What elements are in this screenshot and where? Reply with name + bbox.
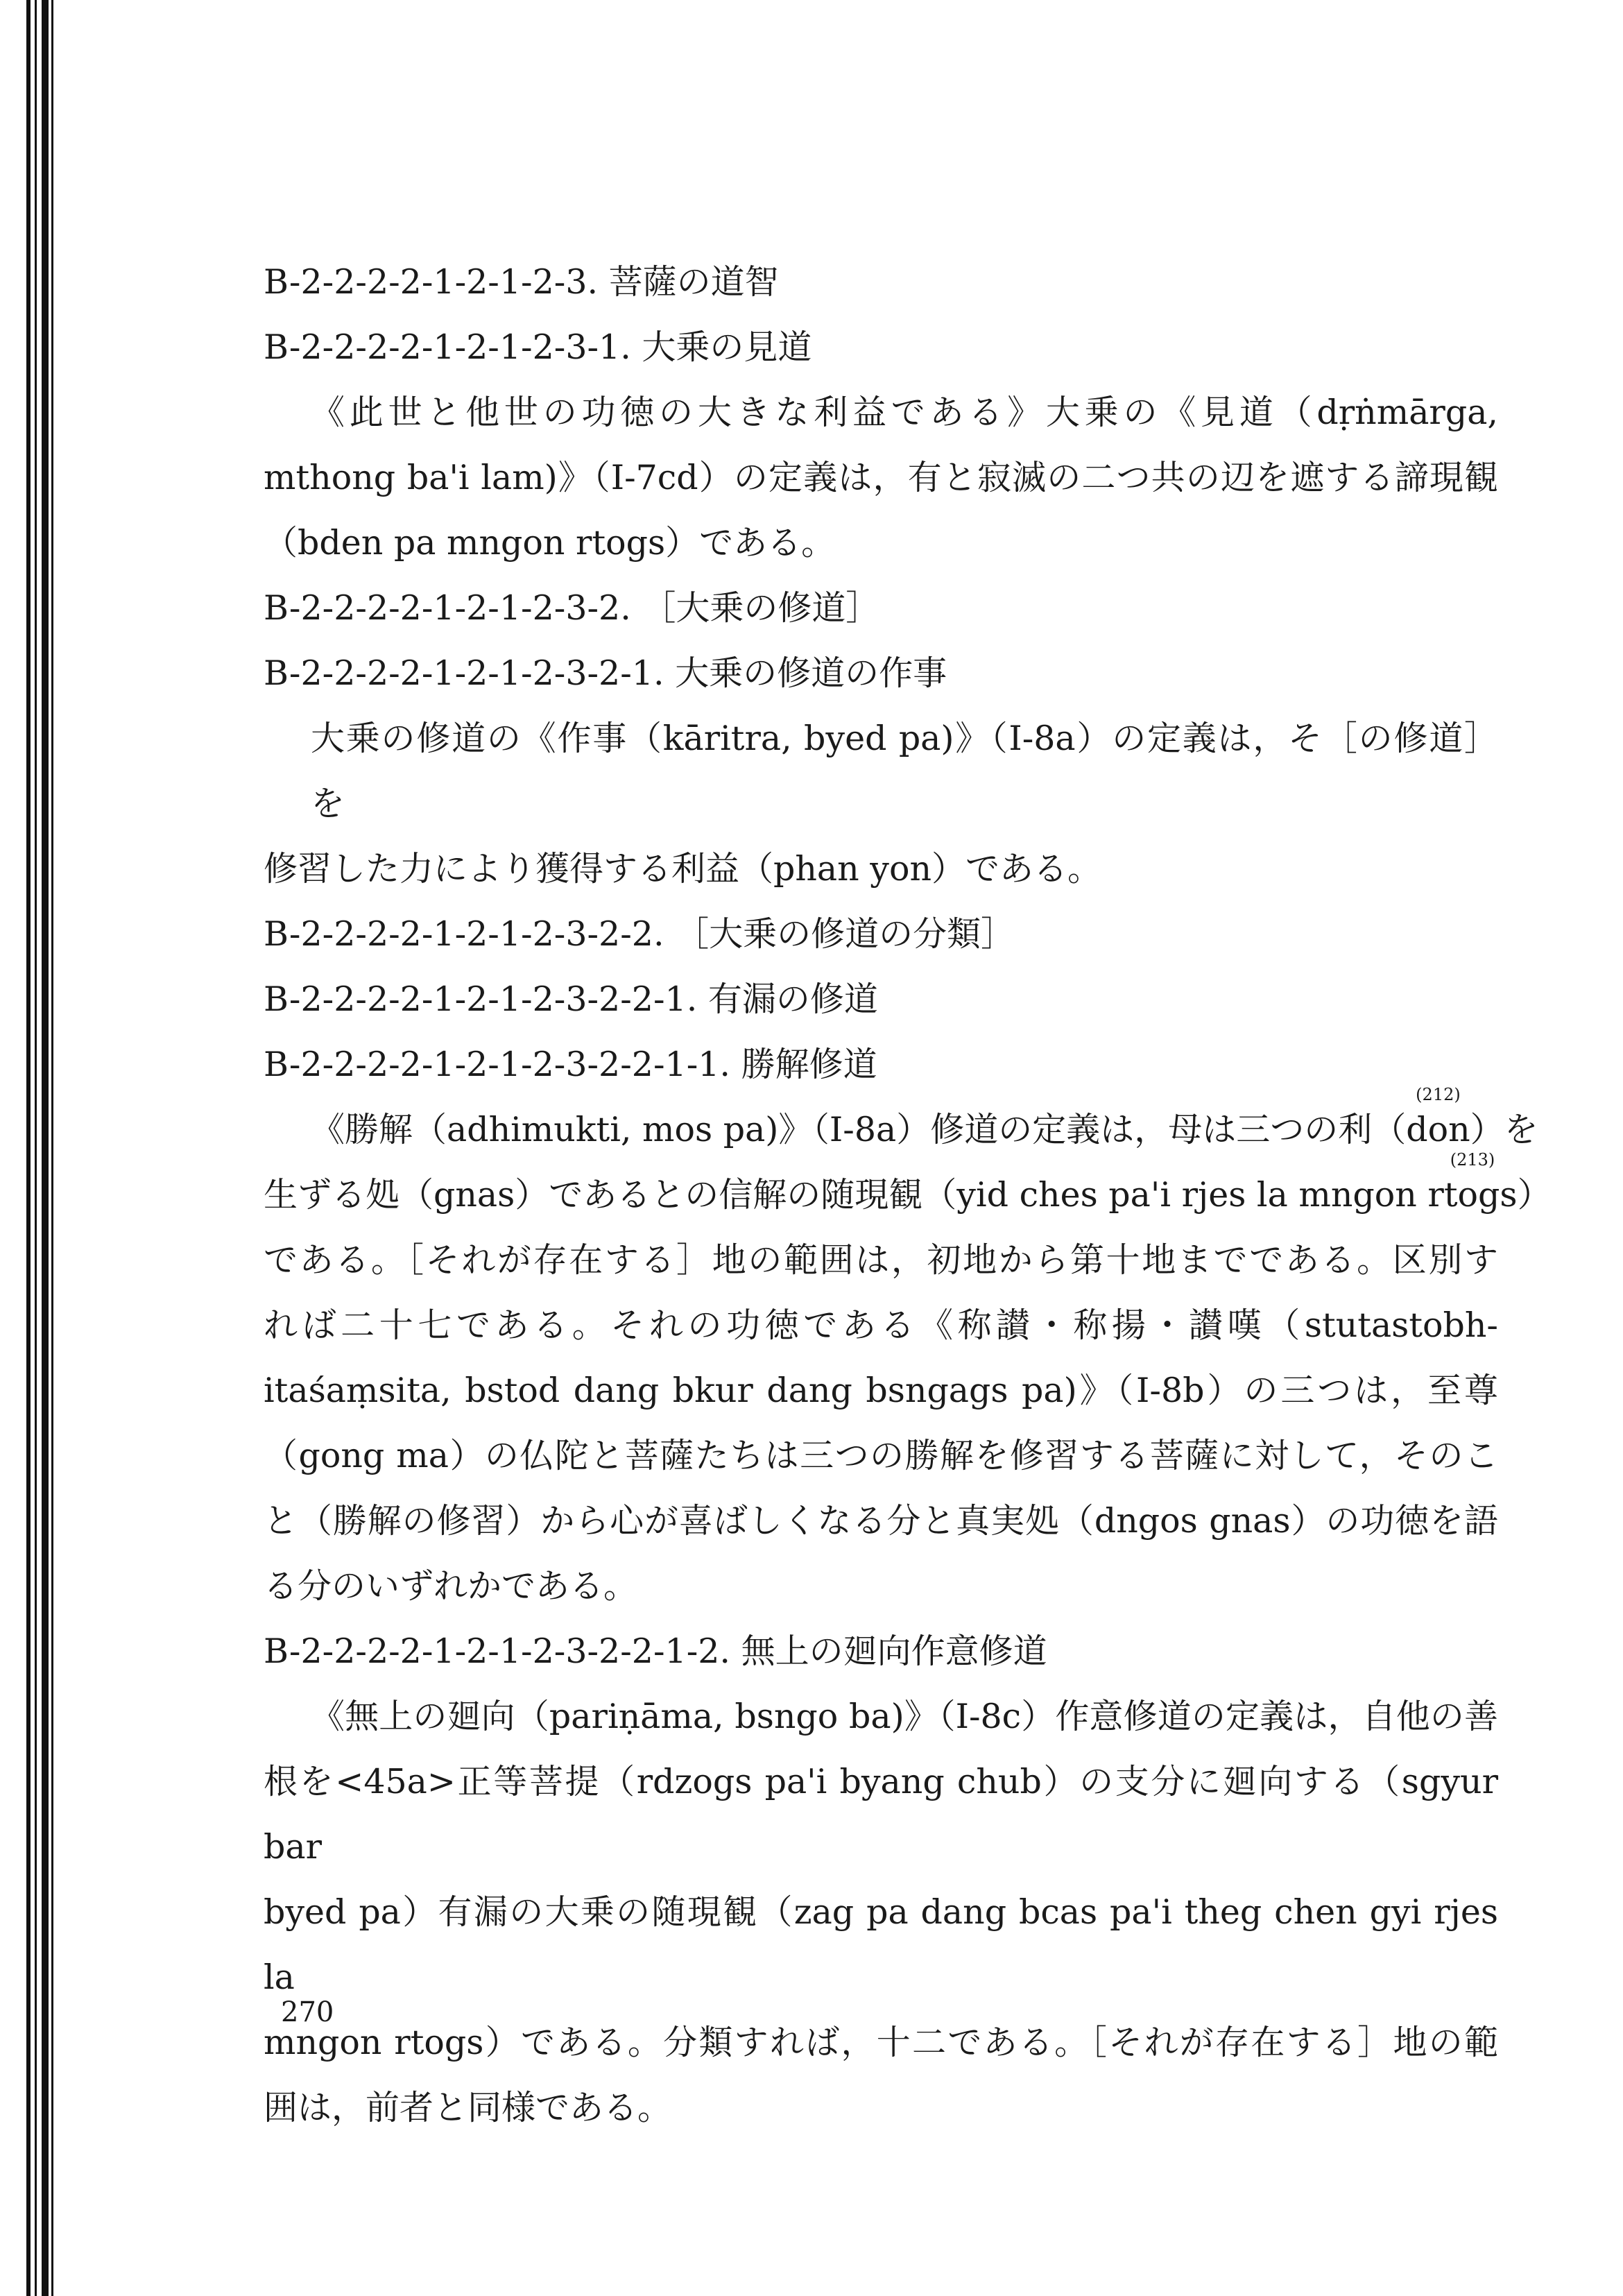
paragraph-line: （bden pa mngon rtogs）である。: [264, 523, 836, 563]
binding-line: [26, 0, 31, 2296]
text-run: 生ずる処（gnas）であるとの信解の随現観（yid ches pa'i rjes la mngon: [264, 1175, 1428, 1215]
paragraph-line: mngon rtogs）である。分類すれば，十二である。［それが存在する］地の範: [264, 2023, 1498, 2062]
section-heading: B-2-2-2-2-1-2-1-2-3-2-2. ［大乗の修道の分類］: [264, 914, 1015, 954]
paragraph-line: itaśaṃsita, bstod dang bkur dang bsngags pa)》（I-8b）の三つは，至尊: [264, 1371, 1498, 1410]
section-heading: B-2-2-2-2-1-2-1-2-3-2-2-1-2. 無上の廻向作意修道: [264, 1631, 1047, 1671]
text-run: [1406, 1085, 1470, 1149]
binding-line: [42, 0, 49, 2296]
text-run: [1427, 1150, 1518, 1215]
section-heading: B-2-2-2-2-1-2-1-2-3-2-1. 大乗の修道の作事: [264, 653, 947, 693]
section-heading: B-2-2-2-2-1-2-1-2-3-1. 大乗の見道: [264, 327, 812, 367]
paragraph-line: 大乗の修道の《作事（kāritra, byed pa)》（I-8a）の定義は，そ［の修道］を: [311, 719, 1498, 823]
paragraph-line: れば二十七である。それの功徳である《称讃・称揚・讃嘆（stutastobh-: [264, 1305, 1498, 1345]
paragraph-line: 囲は，前者と同様である。: [264, 2088, 672, 2127]
paragraph-line: mthong ba'i lam)》（I-7cd）の定義は，有と寂滅の二つ共の辺を遮する諦現観: [264, 458, 1498, 497]
text-run: don: [1406, 1110, 1470, 1149]
text-run: ）: [1517, 1175, 1552, 1215]
footnote-marker: (212): [1416, 1085, 1461, 1104]
paragraph-line: 《無上の廻向（pariṇāma, bsngo ba)》（I-8c）作意修道の定義は，自他の善: [311, 1697, 1498, 1736]
binding-line: [35, 0, 37, 2296]
paragraph-line: （gong ma）の仏陀と菩薩たちは三つの勝解を修習する菩薩に対して，そのこ: [264, 1436, 1498, 1475]
paragraph-line: [264, 1085, 1538, 1163]
binding-line: [51, 0, 53, 2296]
paragraph-line: である。［それが存在する］地の範囲は，初地から第十地までである。区別す: [264, 1240, 1498, 1280]
text-run: ）を: [1470, 1110, 1538, 1149]
paragraph-line: [264, 1150, 1552, 1228]
page-number: 270: [281, 1996, 334, 2028]
paragraph-line: byed pa）有漏の大乗の随現観（zag pa dang bcas pa'i theg chen gyi rjes la: [264, 1892, 1498, 1997]
page-body: [264, 250, 1552, 2141]
paragraph-line: 根を<45a>正等菩提（rdzogs pa'i byang chub）の支分に廻向する（sgyur bar: [264, 1762, 1498, 1867]
section-heading: B-2-2-2-2-1-2-1-2-3-2. ［大乗の修道］: [264, 588, 880, 628]
paragraph-line: と（勝解の修習）から心が喜ばしくなる分と真実処（dngos gnas）の功徳を語: [264, 1501, 1498, 1541]
footnote-marker: (213): [1450, 1150, 1495, 1170]
paragraph-line: 修習した力により獲得する利益（phan yon）である。: [264, 849, 1102, 889]
text-run: 《勝解（adhimukti, mos pa)》（I-8a）修道の定義は，母は三つの利（: [311, 1110, 1407, 1149]
paragraph-line: る分のいずれかである。: [264, 1566, 638, 1606]
section-heading: B-2-2-2-2-1-2-1-2-3-2-2-1. 有漏の修道: [264, 979, 878, 1019]
book-binding-edge: [0, 0, 62, 2296]
section-heading: B-2-2-2-2-1-2-1-2-3. 菩薩の道智: [264, 262, 779, 302]
text-run: rtogs: [1427, 1175, 1518, 1215]
paragraph-line: 《此世と他世の功徳の大きな利益である》大乗の《見道（dṛṅmārga,: [311, 393, 1498, 432]
section-heading: B-2-2-2-2-1-2-1-2-3-2-2-1-1. 勝解修道: [264, 1045, 877, 1084]
